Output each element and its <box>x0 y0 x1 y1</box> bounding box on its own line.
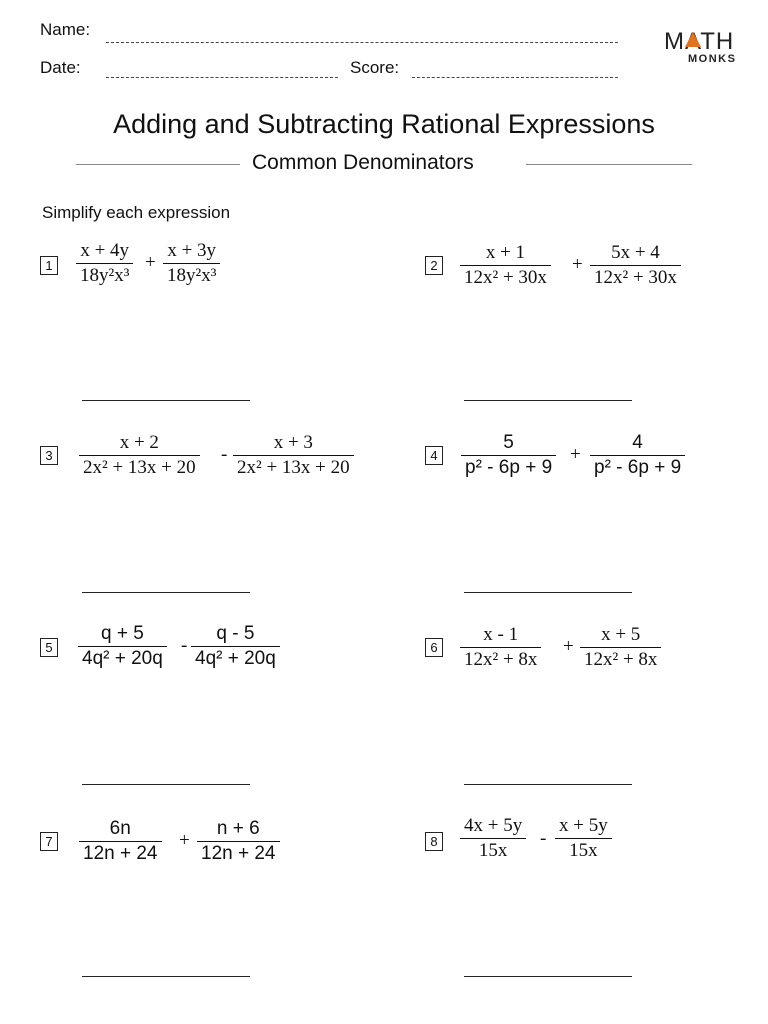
answer-line[interactable] <box>464 592 632 593</box>
operator: + <box>145 252 156 273</box>
fraction-1 <box>79 818 162 865</box>
numerator: x + 5 <box>601 624 641 645</box>
numerator: 6n <box>109 818 131 839</box>
answer-line[interactable] <box>464 976 632 977</box>
subtitle-rule-right <box>526 164 692 165</box>
problem-number: 8 <box>425 832 443 851</box>
denominator: 18y²x³ <box>167 265 217 286</box>
fraction-2 <box>197 818 280 865</box>
name-field[interactable] <box>106 42 618 43</box>
operator: + <box>563 636 574 657</box>
numerator: x + 1 <box>485 242 526 263</box>
operator: + <box>179 830 190 851</box>
answer-line[interactable] <box>82 976 250 977</box>
subtitle-rule-left <box>76 164 240 165</box>
numerator: x + 3 <box>273 432 313 453</box>
problem-number: 7 <box>40 832 58 851</box>
answer-line[interactable] <box>82 400 250 401</box>
fraction-2 <box>580 624 661 671</box>
fraction-2 <box>233 432 354 479</box>
date-label: Date: <box>40 58 81 77</box>
problem-number: 4 <box>425 446 443 465</box>
score-field[interactable] <box>412 77 618 78</box>
problem-number: 3 <box>40 446 58 465</box>
denominator: 12x² + 30x <box>594 267 677 288</box>
operator: - <box>181 635 188 656</box>
operator: + <box>570 444 581 465</box>
fraction-1 <box>78 623 167 670</box>
problem-number: 1 <box>40 256 58 275</box>
score-label: Score: <box>350 58 400 77</box>
fraction-2 <box>590 432 685 479</box>
denominator: p² - 6p + 9 <box>465 457 553 478</box>
denominator: p² - 6p + 9 <box>594 457 682 478</box>
numerator: 4 <box>632 432 643 453</box>
logo-wordmark: MATH <box>664 28 735 55</box>
numerator: 5x + 4 <box>611 242 660 263</box>
date-field[interactable] <box>106 77 338 78</box>
fraction-2 <box>590 242 681 289</box>
answer-line[interactable] <box>82 592 250 593</box>
denominator: 12n + 24 <box>83 843 158 864</box>
instructions: Simplify each expression <box>42 203 231 222</box>
answer-line[interactable] <box>82 784 250 785</box>
fraction-1 <box>461 432 556 479</box>
fraction-2 <box>163 240 220 287</box>
numerator: x + 2 <box>119 432 159 453</box>
operator: + <box>572 254 583 275</box>
denominator: 4q² + 20q <box>82 648 163 669</box>
denominator: 15x <box>478 840 508 861</box>
denominator: 12x² + 30x <box>464 267 547 288</box>
name-label: Name: <box>40 20 91 39</box>
fraction-1 <box>460 815 526 862</box>
answer-line[interactable] <box>464 784 632 785</box>
denominator: 12x² + 8x <box>464 649 538 670</box>
numerator: x - 1 <box>483 624 519 645</box>
numerator: x + 5y <box>559 815 608 836</box>
denominator: 12n + 24 <box>201 843 276 864</box>
numerator: x + 3y <box>167 240 217 261</box>
operator: - <box>221 444 228 465</box>
math-monks-logo <box>662 28 742 68</box>
numerator: n + 6 <box>216 818 260 839</box>
problem-number: 5 <box>40 638 58 657</box>
answer-line[interactable] <box>464 400 632 401</box>
logo-subtext: MONKS <box>688 53 737 65</box>
denominator: 12x² + 8x <box>584 649 658 670</box>
logo-triangle-icon <box>685 32 701 47</box>
denominator: 2x² + 13x + 20 <box>83 457 196 478</box>
denominator: 18y²x³ <box>80 265 130 286</box>
fraction-2 <box>555 815 612 862</box>
page-subtitle: Common Denominators <box>252 151 474 174</box>
fraction-2 <box>191 623 280 670</box>
denominator: 2x² + 13x + 20 <box>237 457 350 478</box>
fraction-1 <box>76 240 133 287</box>
problem-number: 2 <box>425 256 443 275</box>
operator: - <box>540 828 547 849</box>
numerator: q + 5 <box>101 623 144 644</box>
numerator: 5 <box>503 432 514 453</box>
problem-number: 6 <box>425 638 443 657</box>
numerator: x + 4y <box>80 240 130 261</box>
numerator: q - 5 <box>216 623 255 644</box>
numerator: 4x + 5y <box>464 815 523 836</box>
page-title: Adding and Subtracting Rational Expressions <box>113 109 655 139</box>
denominator: 4q² + 20q <box>195 648 276 669</box>
fraction-1 <box>460 242 551 289</box>
denominator: 15x <box>569 840 598 861</box>
fraction-1 <box>79 432 200 479</box>
fraction-1 <box>460 624 541 671</box>
